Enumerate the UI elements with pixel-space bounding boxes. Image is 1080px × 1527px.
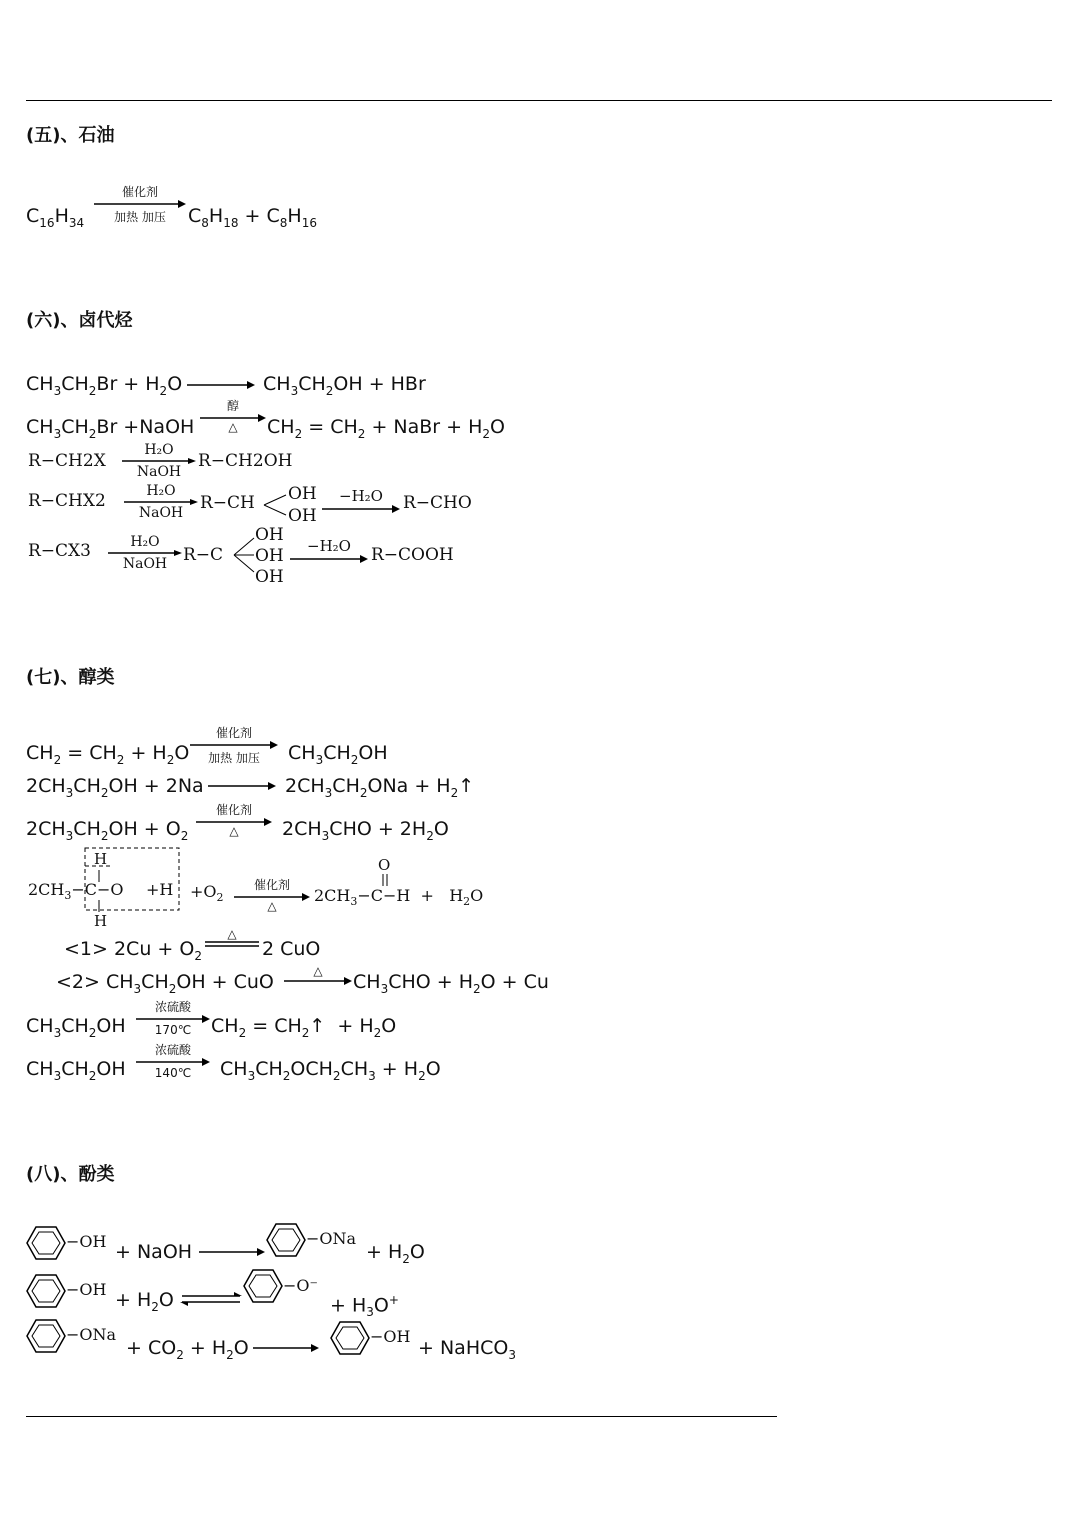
phenoxide-o-minus: −O⁻ xyxy=(283,1276,318,1295)
equation-halide-hydrolysis-right: $CH_3CH_2OH$ + HBr xyxy=(263,373,426,398)
reaction-arrow xyxy=(208,781,276,791)
section-heading-8: (八)、酚类 xyxy=(26,1164,115,1185)
rchx2-mid: R−CH xyxy=(200,493,255,513)
benzene-ring-icon xyxy=(26,1318,66,1354)
phenoxide-co2-reagent: + $CO_2 + H_2O$ xyxy=(126,1337,249,1362)
alcohol-hydration-right: $CH_3CH_2OH$ xyxy=(288,742,388,767)
rchx2-left: R−CHX2 xyxy=(28,491,106,511)
section-heading-6: (六)、卤代烃 xyxy=(26,310,133,331)
benzene-ring-icon xyxy=(243,1268,283,1304)
alcohol-sodium-right: $2CH_3CH_2ONa$ + $H_2↑$ xyxy=(285,775,475,800)
equation-cracking: $C_{16}H_{34}$ xyxy=(26,205,85,230)
alcohol-hydration-left: $CH_2 = CH_2 + H_2O$ xyxy=(26,742,190,767)
dehydration-140-right: $CH_3CH_2OCH_2CH_3 + H_2O$ xyxy=(220,1058,441,1083)
phenol-oh-3: −OH xyxy=(370,1327,411,1346)
rcx3-left: R−CX3 xyxy=(28,541,91,561)
cond-catalyst-heat: 催化剂 △ xyxy=(196,801,272,838)
triol-bonds xyxy=(232,532,256,578)
rch2x-right: R−CH2OH xyxy=(198,451,293,471)
cond-catalyst-heat-pressure-2: 催化剂 加热 加压 xyxy=(190,724,278,766)
cond-alcohol-heat: 醇 △ xyxy=(200,397,266,434)
benzene-ring-icon xyxy=(330,1320,370,1356)
gem-diol-oh-top: OH xyxy=(288,484,317,504)
rcx3-right: R−COOH xyxy=(371,545,454,565)
copper-step-1: $<1> 2Cu + O_2$ xyxy=(64,938,202,963)
triol-oh-3: OH xyxy=(255,567,284,587)
bottom-rule xyxy=(26,1416,777,1417)
cond-catalyst-heat-pressure: 催化剂 加热 加压 xyxy=(94,183,186,225)
cond-h2o-naoh-2: H₂O NaOH xyxy=(124,483,198,521)
phenol-water-reagent: + $H_2O$ xyxy=(115,1289,174,1314)
copper-step-2-left: $<2> CH_3CH_2OH$ + CuO xyxy=(56,971,274,996)
mech-o2: $+O_2$ xyxy=(190,882,224,905)
phenol-naoh-reagent: + NaOH xyxy=(115,1241,193,1263)
cond-h2so4-140: 浓硫酸 140℃ xyxy=(136,1041,210,1080)
alcohol-sodium-left: $2CH_3CH_2OH + 2Na$ xyxy=(26,775,204,800)
phenoxide-ona-2: −ONa xyxy=(66,1325,117,1344)
reaction-arrow xyxy=(187,380,255,390)
phenol-water-product: + $H_3O^+$ xyxy=(330,1293,399,1320)
copper-step-2-right: $CH_3CHO + H_2O + Cu$ xyxy=(353,971,549,996)
rchx2-right: R−CHO xyxy=(403,493,472,513)
equation-halide-elimination-left: $CH_3CH_2Br$ +NaOH xyxy=(26,416,195,441)
equilibrium-arrow xyxy=(180,1292,242,1306)
section-heading-7: (七)、醇类 xyxy=(26,667,115,688)
mech-h-top: H xyxy=(94,850,108,868)
phenoxide-co2-product: + NaHCO$_3$ xyxy=(418,1337,516,1362)
gem-diol-oh-bottom: OH xyxy=(288,506,317,526)
cond-h2o-naoh-3: H₂O NaOH xyxy=(108,534,182,572)
rcx3-mid: R−C xyxy=(183,545,224,565)
phenol-oh-1: −OH xyxy=(66,1232,107,1251)
mech-carbonyl-o: O xyxy=(378,856,391,874)
equation-halide-hydrolysis-left: $CH_3CH_2Br + H_2O$ xyxy=(26,373,183,398)
triol-oh-2: OH xyxy=(255,546,284,566)
alcohol-oxidation-left: $2CH_3CH_2OH + O_2$ xyxy=(26,818,189,843)
equation-halide-elimination-right: $CH_2 = CH_2$ + NaBr + $H_2O$ xyxy=(267,416,506,441)
reaction-arrow xyxy=(199,1247,265,1257)
equation-cracking-products: $C_8H_{18} + C_8H_{16}$ xyxy=(188,205,317,230)
mech-h-right: +H xyxy=(146,880,174,899)
cond-h2o-naoh-1: H₂O NaOH xyxy=(122,442,196,480)
cond-minus-h2o-2: −H₂O xyxy=(290,537,368,563)
mechanism-diagram xyxy=(26,844,506,930)
cond-minus-h2o-1: −H₂O xyxy=(322,487,400,513)
benzene-ring-icon xyxy=(26,1225,66,1261)
dehydration-140-left: $CH_3CH_2OH$ xyxy=(26,1058,126,1083)
mech-left: $2CH_3-C-O$ xyxy=(28,880,124,903)
top-rule xyxy=(26,100,1052,101)
benzene-ring-icon xyxy=(26,1273,66,1309)
mech-h-bottom: H xyxy=(94,912,108,930)
cond-catalyst-heat-2: 催化剂 △ xyxy=(234,876,310,913)
cond-heat: △ xyxy=(284,965,352,985)
section-heading-5: (五)、石油 xyxy=(26,125,115,146)
benzene-ring-icon xyxy=(266,1222,306,1258)
triol-oh-1: OH xyxy=(255,525,284,545)
rch2x-left: R−CH2X xyxy=(28,451,106,471)
phenoxide-ona-1: −ONa xyxy=(306,1229,357,1248)
mech-right: $2CH_3-C-H + H_2O$ xyxy=(314,886,484,909)
dehydration-170-left: $CH_3CH_2OH$ xyxy=(26,1015,126,1040)
phenol-oh-2: −OH xyxy=(66,1280,107,1299)
gem-diol-bonds xyxy=(262,491,288,519)
copper-step-1-right: 2 CuO xyxy=(262,938,321,960)
cond-heat-equals: △ xyxy=(227,927,237,941)
cond-h2so4-170: 浓硫酸 170℃ xyxy=(136,998,210,1037)
alcohol-oxidation-right: $2CH_3CHO + 2H_2O$ xyxy=(282,818,449,843)
reaction-arrow xyxy=(253,1343,319,1353)
dehydration-170-right: $CH_2$ = $CH_2↑ + H_2O$ xyxy=(211,1015,397,1040)
phenol-naoh-product: + $H_2O$ xyxy=(366,1241,425,1266)
